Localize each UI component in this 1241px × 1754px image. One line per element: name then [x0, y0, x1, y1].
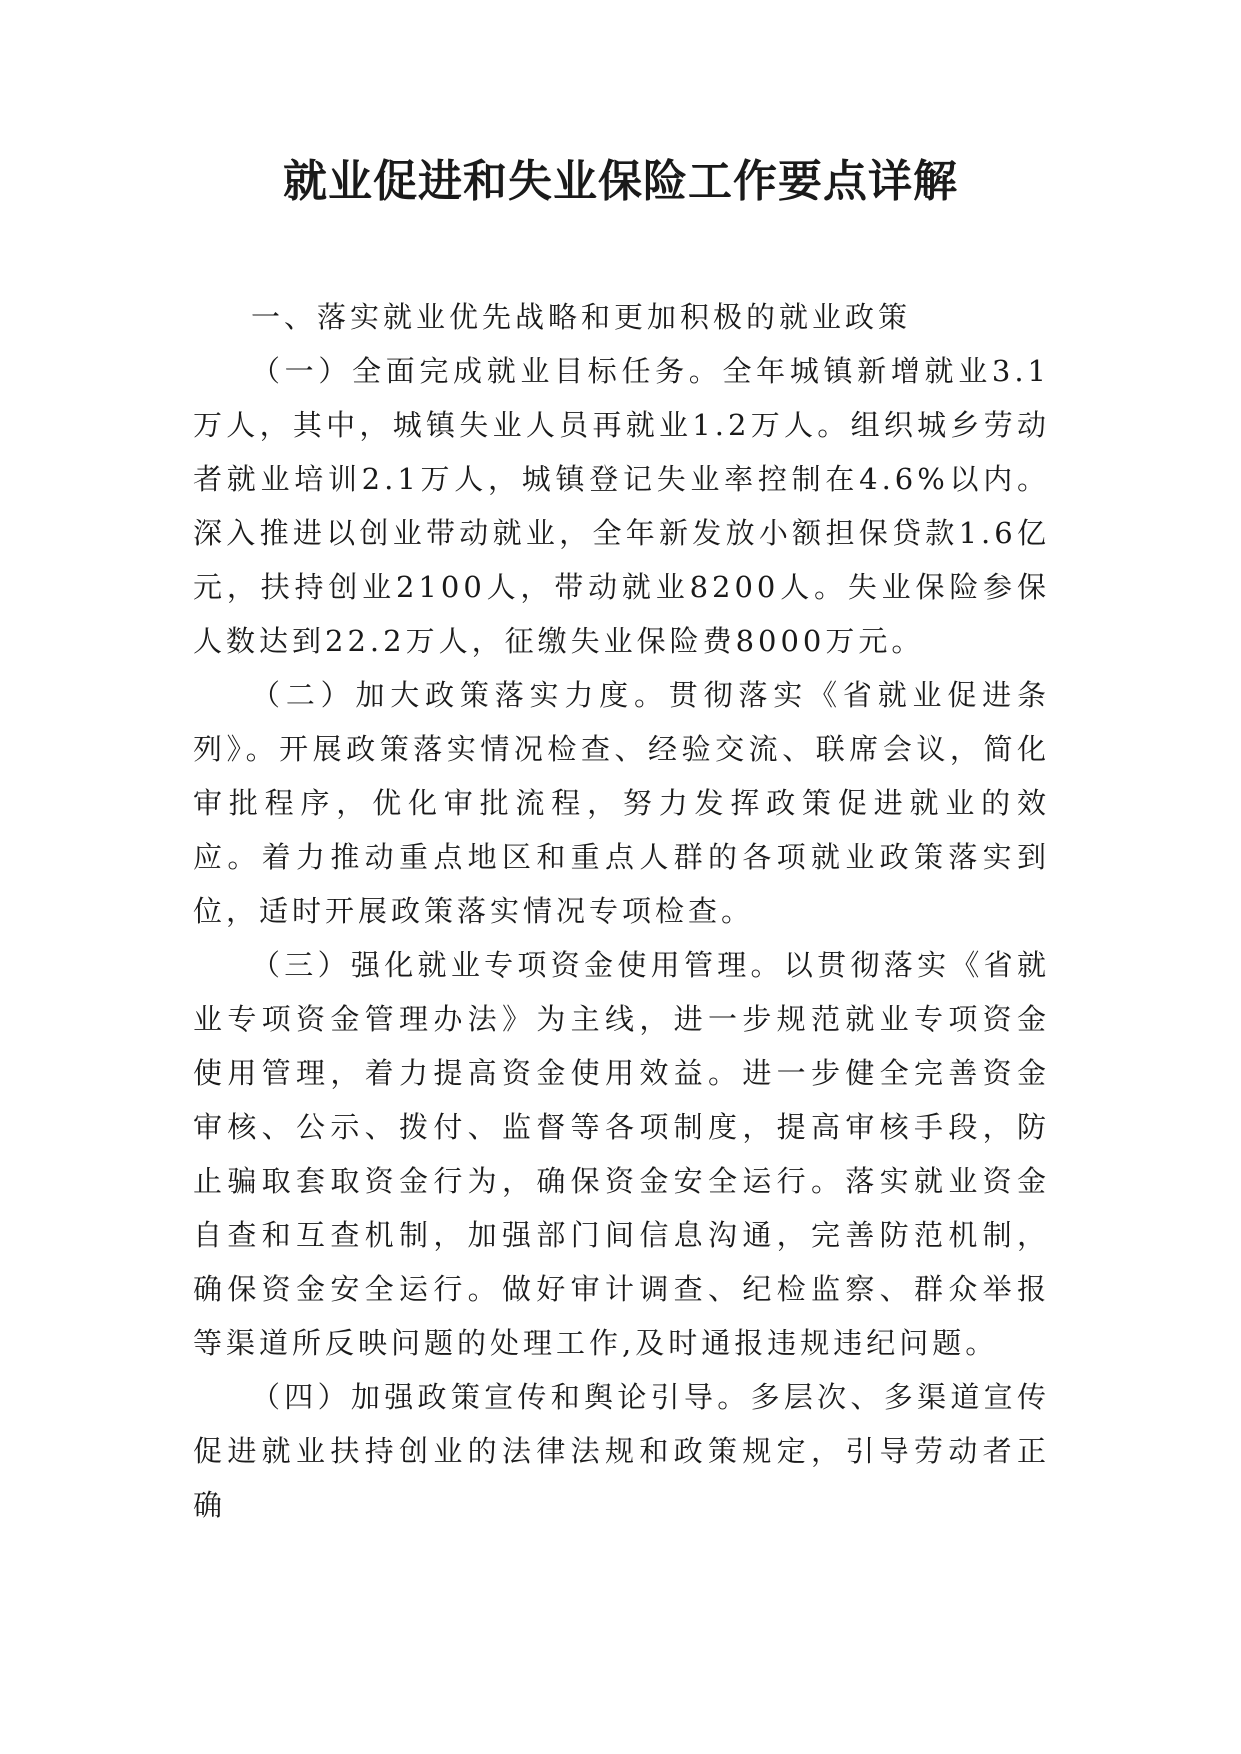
document-title: 就业促进和失业保险工作要点详解 — [283, 156, 958, 207]
paragraph-1: （一）全面完成就业目标任务。全年城镇新增就业3.1万人，其中，城镇失业人员再就业1.2万人。组织城乡劳动者就业培训2.1万人，城镇登记失业率控制在4.6%以内。深入推进以创业带动就业，全年新发放小额担保贷款1.6亿元，扶持创业2100人，带动就业8200人。失业保险参保人数达到22.2万人，征缴失业保险费8000万元。 — [193, 354, 1050, 658]
paragraph-3: （三）强化就业专项资金使用管理。以贯彻落实《省就业专项资金管理办法》为主线，进一步规范就业专项资金使用管理，着力提高资金使用效益。进一步健全完善资金审核、公示、拨付、监督等各项制度，提高审核手段，防止骗取套取资金行为，确保资金安全运行。落实就业资金自查和互查机制，加强部门间信息沟通，完善防范机制，确保资金安全运行。做好审计调查、纪检监察、群众举报等渠道所反映问题的处理工作,及时通报违规违纪问题。 — [193, 948, 1050, 1360]
document-body — [193, 290, 1050, 1532]
section-heading: 一、落实就业优先战略和更加积极的就业政策 — [251, 300, 912, 334]
paragraph-2: （二）加大政策落实力度。贯彻落实《省就业促进条列》。开展政策落实情况检查、经验交流、联席会议，简化审批程序，优化审批流程，努力发挥政策促进就业的效应。着力推动重点地区和重点人群的各项就业政策落实到位，适时开展政策落实情况专项检查。 — [193, 678, 1050, 928]
paragraph-4: （四）加强政策宣传和舆论引导。多层次、多渠道宣传促进就业扶持创业的法律法规和政策规定，引导劳动者正确 — [193, 1380, 1050, 1522]
